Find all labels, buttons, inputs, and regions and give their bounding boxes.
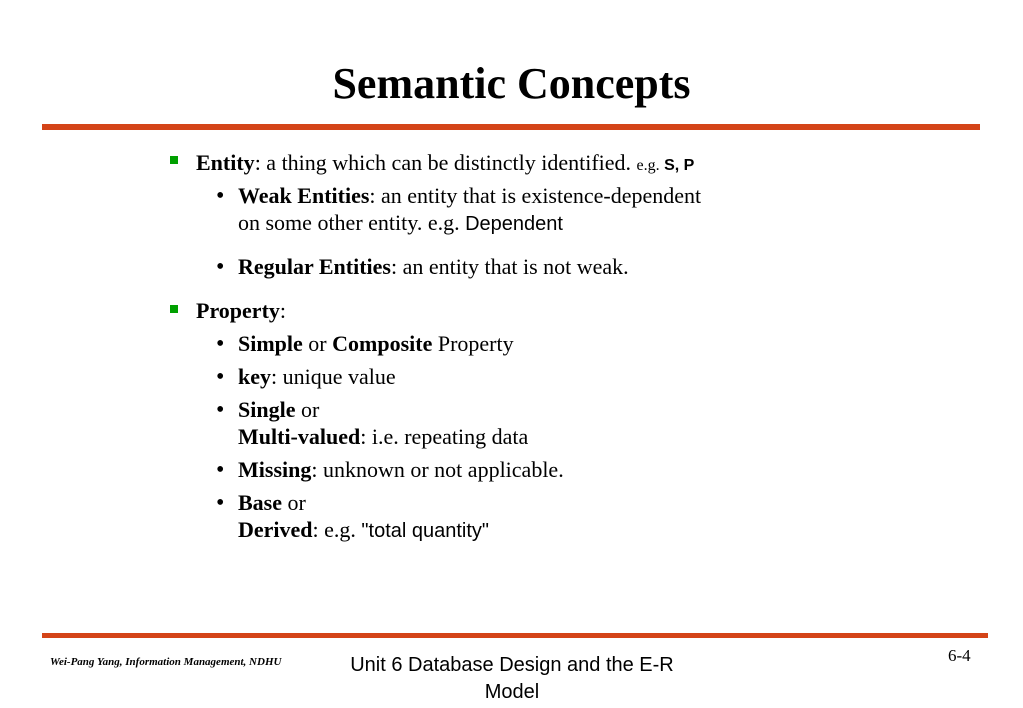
entity-eg: e.g. <box>636 157 660 174</box>
term-regular-entities: Regular Entities <box>238 254 391 279</box>
single-or: or <box>295 397 320 422</box>
term-single: Single <box>238 397 296 422</box>
simple-text: Property <box>432 331 514 356</box>
term-property: Property <box>196 298 280 323</box>
term-missing: Missing <box>238 457 312 482</box>
bullet-regular-entities <box>238 254 629 280</box>
weak-text-1: : an entity that is existence-dependent <box>369 183 702 208</box>
derived-example: "total quantity" <box>361 520 490 542</box>
term-simple: Simple <box>238 331 303 356</box>
bullet-single <box>238 397 319 423</box>
footer-author: Wei-Pang Yang, Information Management, NDHU <box>50 656 282 668</box>
key-text: : unique value <box>271 364 396 389</box>
weak-text-2: on some other entity. e.g. <box>238 210 466 235</box>
round-bullet-icon: • <box>216 183 225 209</box>
base-or: or <box>282 490 306 515</box>
footer-unit-title <box>312 652 712 706</box>
term-entity: Entity <box>196 150 255 175</box>
term-weak-entities: Weak Entities <box>238 183 370 208</box>
square-bullet-icon <box>170 305 178 313</box>
square-bullet-icon <box>170 156 178 164</box>
bottom-divider <box>42 633 988 638</box>
slide-title: Semantic Concepts <box>332 59 691 108</box>
term-multi-valued: Multi-valued <box>238 424 361 449</box>
bullet-missing <box>238 457 564 483</box>
bullet-entity <box>196 150 694 179</box>
weak-example: Dependent <box>465 213 563 235</box>
bullet-simple-composite <box>238 331 514 357</box>
term-composite: Composite <box>332 331 433 356</box>
bullet-weak-entities <box>238 183 701 209</box>
bullet-key <box>238 364 396 390</box>
top-divider <box>42 124 980 130</box>
entity-example: S, P <box>659 157 695 174</box>
footer-unit-line-2: Model <box>484 681 540 703</box>
multi-valued-text: : i.e. repeating data <box>360 424 529 449</box>
bullet-base <box>238 490 306 516</box>
round-bullet-icon: • <box>216 331 225 357</box>
derived-text: : e.g. <box>312 517 362 542</box>
round-bullet-icon: • <box>216 364 225 390</box>
round-bullet-icon: • <box>216 397 225 423</box>
term-key: key <box>238 364 271 389</box>
bullet-weak-entities-cont <box>238 210 563 237</box>
round-bullet-icon: • <box>216 490 225 516</box>
missing-text: : unknown or not applicable. <box>311 457 564 482</box>
property-text: : <box>279 298 287 323</box>
bullet-property <box>196 298 286 324</box>
bullet-derived <box>238 517 489 544</box>
round-bullet-icon: • <box>216 457 225 483</box>
simple-or: or <box>302 331 333 356</box>
footer-unit-line-1: Unit 6 Database Design and the E-R <box>350 654 674 676</box>
page-number: 6-4 <box>948 646 971 665</box>
regular-text: : an entity that is not weak. <box>390 254 629 279</box>
bullet-multi-valued <box>238 424 528 450</box>
entity-text: : a thing which can be distinctly identified. <box>254 150 637 175</box>
round-bullet-icon: • <box>216 254 225 280</box>
term-derived: Derived <box>238 517 313 542</box>
term-base: Base <box>238 490 282 515</box>
